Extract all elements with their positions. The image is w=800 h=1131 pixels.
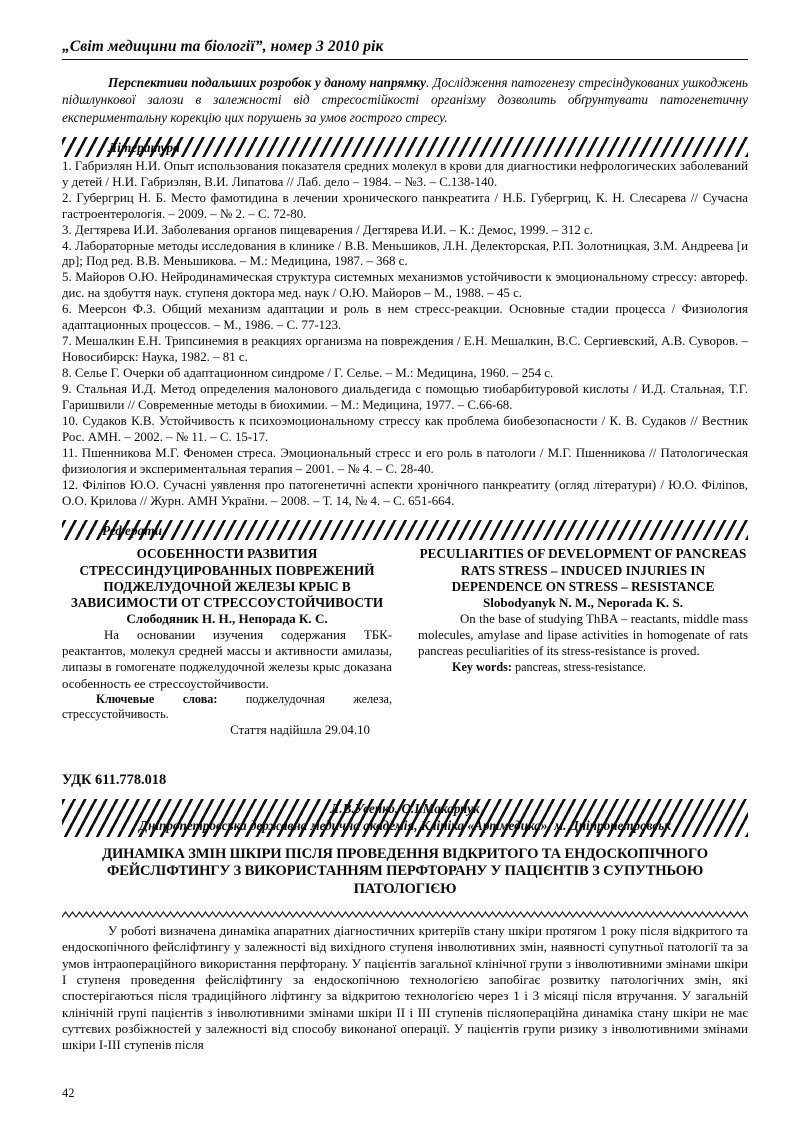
page-number: 42 — [62, 1086, 75, 1100]
literature-heading-label: Література — [108, 139, 180, 155]
running-head-rule — [62, 59, 748, 60]
reference-item: 3. Дегтярева И.И. Заболевания органов пищеварения / Дегтярева И.И. – К.: Демос, 1999. – 312 с. — [62, 222, 593, 237]
abstract-keywords-label: Key words: — [452, 659, 512, 674]
reference-item: 7. Мешалкин Е.Н. Трипсинемия в реакциях организма на повреждения / Е.Н. Мешалкин, В.С. Сергиевский, А.В. Суворов. – Новосибирск: Наука, 1982. – 81 с. — [62, 334, 748, 365]
abstracts-heading-label: Реферати — [102, 523, 163, 539]
literature-heading-band — [62, 137, 748, 157]
abstract-text: На основании изучения содержания ТБК-реактантов, молекул средней массы и активности амилазы, липазы в гомогенате поджелудочной железы крыс доказана особенность ее стрессоустойчивости. — [62, 627, 392, 691]
reference-item: 11. Пшенникова М.Г. Феномен стреса. Эмоциональный стресс и его роль в патологи / М.Г. Пшенникова // Патологическая физиология и экспериментальная терапия – 2001. – № 4. – С. 28-40. — [62, 445, 748, 476]
wavy-divider — [62, 910, 748, 919]
article-affiliation: Дніпропетровська державна медична академія, Клініка «Артмедика», м. Дніпропетровськ — [139, 817, 671, 833]
article-authors: Л.В.Усенко, О.І.Макарчук — [330, 800, 480, 816]
reference-item: 6. Меерсон Ф.З. Общий механизм адаптации и роль в нем стресс-реакции. Основные стадии процесса / Физиология адаптационных процессов. – М., 1986. – С. 77-123. — [62, 302, 748, 333]
udc-code: УДК 611.778.018 — [62, 771, 167, 788]
article-body-paragraph: У роботі визначена динаміка апаратних діагностичних критеріїв стану шкіри протягом 1 року після відкритого та ендоскопічного фейсліфтингу у залежності від вихідного ступеня інволютивних змін, наявності супутньої патології та за умов інтраопераційного використання перфторану. У пацієнтів загальної клінічної групи з інволютивними змінами шкіри I ступеня проведення фейсліфтингу за ендоскопічною технологією запобігає розвитку патологічних змін, які спостерігаються після традиційного ліфтингу за відкритою технологією через 1 і 3 місяці після втручання. У загальній клінічній групі пацієнтів з інволютивними змінами шкіри II і III ступенів післяопераційна динаміка стану шкіри не має суттєвих розбіжностей у залежності від способу виконаної операції. У пацієнтів групи ризику з інволютивними змінами шкіри I-III ступенів після — [62, 923, 748, 1053]
reference-item: 10. Судаков К.В. Устойчивость к психоэмоциональному стрессу как проблема биобезопасности / К. В. Судаков // Вестник Рос. АМН. – 2002. – № 11. – С. 15-17. — [62, 413, 748, 444]
abstracts-heading-band — [62, 520, 748, 540]
reference-item: 1. Габриэлян Н.И. Опыт использования показателя средних молекул в крови для диагностики нефрологических заболеваний у детей / Н.И. Габриэлян, В.И. Липатова // Лаб. дело – 1984. – №3. – С.138-140. — [62, 158, 748, 189]
abstracts-section — [62, 546, 748, 737]
abstract-text: On the base of studying ThBA – reactants, middle mass molecules, amylase and lipase activities in homogenate of rats pancreas peculiarities of its stress-resistance is proved. — [418, 611, 748, 659]
reference-item: 12. Філіпов Ю.О. Сучасні уявлення про патогенетичні аспекти хронічного панкреатиту (огляд літератури) / Ю.О. Філіпов, О.О. Крилова // Журн. АМН України. – 2008. – Т. 14, № 4. – С. 651-664. — [62, 477, 748, 508]
abstract-authors: Слободяник Н. Н., Непорада К. С. — [126, 610, 328, 626]
abstract-keywords-value: pancreas, stress-resistance. — [511, 659, 646, 674]
reference-item: 8. Селье Г. Очерки об адаптационном синдроме / Г. Селье. – М.: Медицина, 1960. – 254 с. — [62, 366, 554, 381]
abstract-english — [418, 546, 748, 737]
reference-list — [62, 159, 748, 510]
article-authors-band — [62, 799, 748, 837]
abstract-authors: Slobodyanyk N. M., Neporada K. S. — [482, 594, 684, 610]
abstract-keywords-value: поджелудочная железа, стрессустойчивость. — [62, 691, 392, 722]
article-title: ДИНАМІКА ЗМІН ШКІРИ ПІСЛЯ ПРОВЕДЕННЯ ВІДКРИТОГО ТА ЕНДОСКОПІЧНОГО ФЕЙСЛІФТИНГУ З ВИКОРИСТАННЯМ ПЕРФТОРАНУ У ПАЦІЄНТІВ З СУПУТНЬОЮ ПАТОЛОГІЄЮ — [102, 845, 708, 897]
abstract-keywords — [418, 660, 748, 675]
running-head: „Світ медицини та біології”, номер 3 2010 рік — [62, 38, 384, 55]
submission-date: Стаття надійшла 29.04.10 — [230, 722, 370, 737]
abstract-title: PECULIARITIES OF DEVELOPMENT OF PANCREAS RATS STRESS – INDUCED INJURIES IN DEPENDENCE ON STRESS – RESISTANCE — [419, 546, 747, 594]
abstract-keywords — [62, 692, 392, 723]
perspectives-lead: Перспективи подальших розробок у даному напрямку — [108, 75, 427, 90]
abstract-title: ОСОБЕННОСТИ РАЗВИТИЯ СТРЕССИНДУЦИРОВАННЫХ ПОВРЕЖЕНИЙ ПОДЖЕЛУДОЧНОЙ ЖЕЛЕЗЫ КРЫС В ЗАВИСИМОСТИ ОТ СТРЕССОУСТОЙЧИВОСТИ — [70, 546, 384, 610]
abstract-russian — [62, 546, 392, 737]
reference-item: 4. Лабораторные методы исследования в клинике / В.В. Меньшиков, Л.Н. Делекторская, Р.П. Золотницкая, З.М. Андреева [и др]; Под ред. В.В. Меньшикова. – М.: Медицина, 1987. – 368 с. — [62, 238, 748, 269]
perspectives-rest: . Дослідження патогенезу стресіндукованих ушкоджень підшлункової залози в залежності від стресостійкості організму дозволить обґрунтувати патогенетичну експериментальну корекцію цих порушень за умов гострого стресу. — [62, 75, 748, 125]
abstract-keywords-label: Ключевые слова: — [96, 691, 218, 706]
reference-item: 5. Майоров О.Ю. Нейродинамическая структура системных механизмов устойчивости к эмоциональному стрессу: автореф. дис. на здобуття наук. ступеня доктора мед. наук / О.Ю. Майоров – М., 1988. – 45 с. — [62, 270, 748, 301]
perspectives-paragraph — [62, 74, 748, 126]
reference-item: 2. Губергриц Н. Б. Место фамотидина в лечении хронического панкреатита / Н.Б. Губергриц, К. Н. Слесарева // Сучасна гастроентерологія. – 2009. – № 2. – С. 72-80. — [62, 190, 748, 221]
reference-item: 9. Стальная И.Д. Метод определения малонового диальдегида с помощью тиобарбитуровой кислоты / И.Д. Стальная, Т.Г. Гаришвили // Современные методы в биохимии. – М.: Медицина, 1977. – С.66-68. — [62, 381, 748, 412]
